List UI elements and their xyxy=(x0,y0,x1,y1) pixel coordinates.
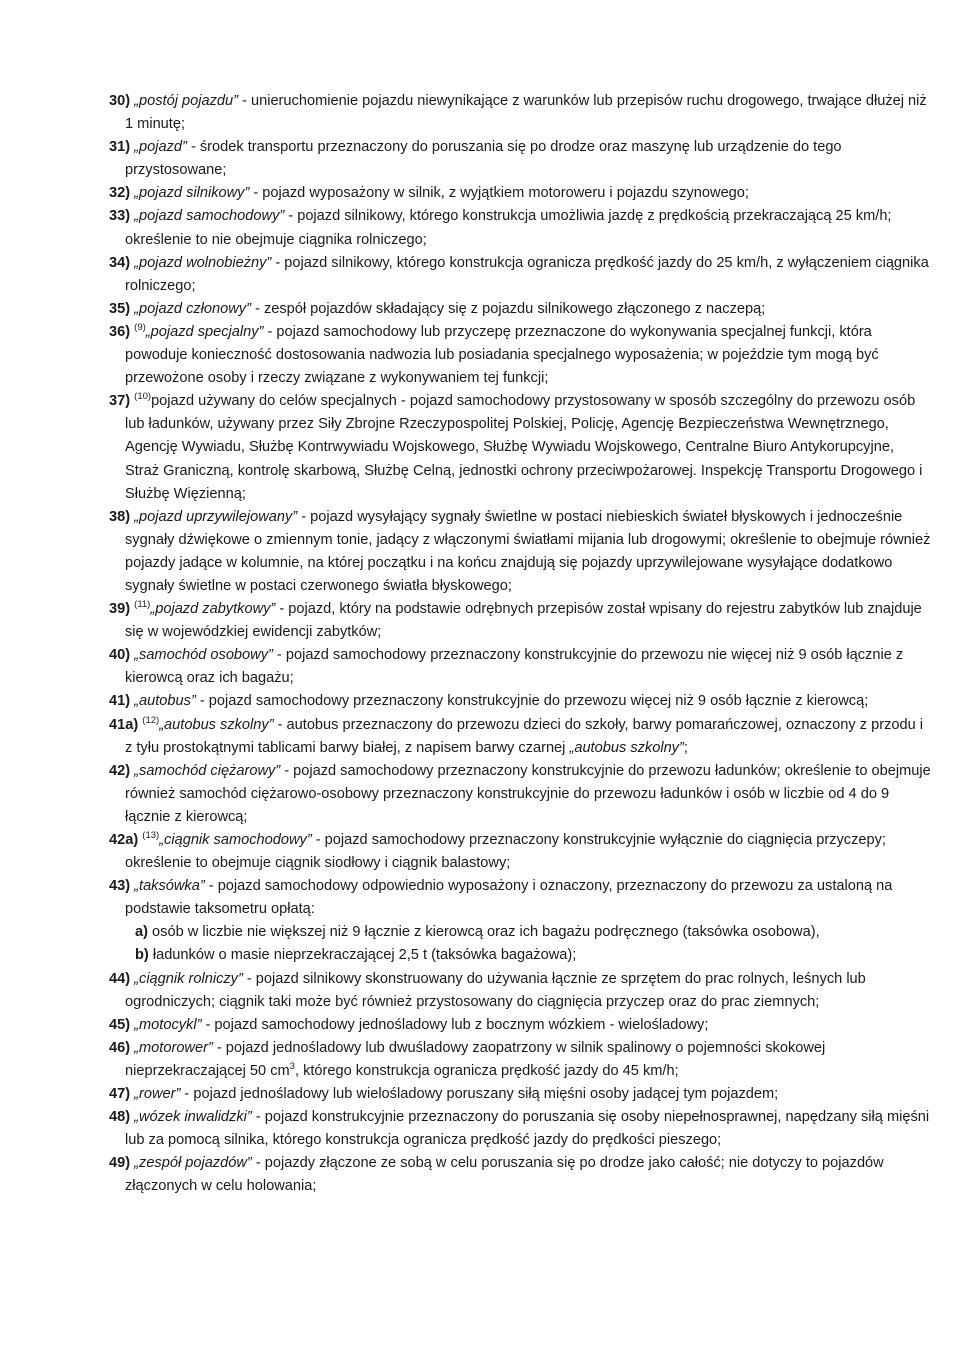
definition-text: - pojazd samochodowy przeznaczony konstrukcyjnie do przewozu więcej niż 9 osób łącznie z kierowcą; xyxy=(195,693,869,710)
definition-item xyxy=(109,252,931,298)
definition-text: - pojazd samochodowy przeznaczony konstrukcyjnie do przewozu ładunków; określenie to obejmuje również samochód ciężarowo-osobowy przeznaczony konstrukcyjnie do przewozu ładunków i osób w liczbie od 4 do 9 łącznie z kierowcą; xyxy=(125,762,931,825)
defined-term: „autobus” xyxy=(134,693,196,710)
definitions-list xyxy=(109,90,931,1199)
definition-item xyxy=(109,829,931,875)
defined-term: „postój pojazdu” xyxy=(134,93,238,109)
item-number: 37) xyxy=(109,393,131,410)
definition-item xyxy=(109,90,931,136)
definition-text: - unieruchomienie pojazdu niewynikające z warunków lub przepisów ruchu drogowego, trwające dłużej niż 1 minutę; xyxy=(125,93,927,133)
definition-text: - pojazd samochodowy lub przyczepę przeznaczone do wykonywania specjalnej funkcji, która powoduje konieczność dostosowania nadwozia lub posiadania specjalnego wyposażenia; w pojeździe tym mogą być przewożone osoby i rzeczy związane z wykonywaniem tej funkcji; xyxy=(125,323,879,387)
footnote-marker: (10) xyxy=(134,391,152,403)
defined-term: „pojazd silnikowy” xyxy=(134,185,250,202)
definition-text: ; xyxy=(683,739,688,756)
definition-text: - zespół pojazdów składający się z pojazdu silnikowego złączonego z naczepą; xyxy=(250,300,766,317)
definition-text: - pojazd silnikowy, którego konstrukcja umożliwia jazdę z prędkością przekraczającą 25 km/h; określenie to nie obejmuje ciągnika rolniczego; xyxy=(125,208,892,248)
definition-text: - pojazd wysyłający sygnały świetlne w postaci niebieskich świateł błyskowych i jednocześnie sygnały dźwiękowe o zmiennym tonie, jadący z włączonymi światłami mijania lub drogowymi; określenie to obejmuje również pojazdy jadące w kolumnie, na której początku i na końcu znajdują się pojazdy uprzywilejowane wysyłające dodatkowo sygnały świetlne w postaci czerwonego światła błyskowego; xyxy=(125,508,931,594)
item-number: 36) xyxy=(109,323,131,340)
definition-text: - pojazd silnikowy, którego konstrukcja ogranicza prędkość jazdy do 25 km/h, z wyłączeniem ciągnika rolniczego; xyxy=(125,254,929,294)
definition-item xyxy=(109,321,931,390)
definition-text: - pojazd samochodowy jednośladowy lub z bocznym wózkiem - wielośladowy; xyxy=(201,1016,709,1033)
definition-text: - pojazd silnikowy skonstruowany do używania łącznie ze sprzętem do prac rolnych, leśnych lub ogrodniczych; ciągnik taki może być również przystosowany do ciągnięcia przyczep oraz do prac ziemnych; xyxy=(125,970,866,1010)
defined-term: „pojazd” xyxy=(134,139,187,156)
definition-item xyxy=(109,298,931,321)
definition-item xyxy=(109,390,931,505)
footnote-marker: (9) xyxy=(134,321,146,333)
subitem-letter: b) xyxy=(135,947,149,964)
definition-item xyxy=(109,205,931,251)
definition-item xyxy=(109,644,931,690)
subitem-text: osób w liczbie nie większej niż 9 łącznie z kierowcą oraz ich bagażu podręcznego (taksówka osobowa), xyxy=(147,924,820,941)
defined-term: „pojazd samochodowy” xyxy=(134,208,285,225)
defined-term: „samochód osobowy” xyxy=(134,647,273,664)
defined-term: „ciągnik rolniczy” xyxy=(134,970,243,987)
defined-term: „motorower” xyxy=(134,1039,213,1056)
footnote-marker: (13) xyxy=(142,830,160,841)
defined-term: „pojazd wolnobieżny” xyxy=(134,254,272,271)
definition-item xyxy=(109,968,931,1014)
defined-term: „pojazd uprzywilejowany” xyxy=(134,508,298,525)
definition-subitem xyxy=(109,944,931,967)
definition-item xyxy=(109,1083,931,1106)
definition-item xyxy=(109,690,931,713)
defined-term: „pojazd specjalny” xyxy=(145,323,264,340)
defined-term: „autobus szkolny” xyxy=(159,716,274,733)
defined-term: „zespół pojazdów” xyxy=(134,1155,252,1172)
item-number: 34) xyxy=(109,254,131,271)
definition-text: - pojazd jednośladowy lub dwuśladowy zaopatrzony w silnik spalinowy o pojemności skokowej nieprzekraczającej 50 cm xyxy=(125,1039,826,1079)
definition-text: , którego konstrukcja ogranicza prędkość jazdy do 45 km/h; xyxy=(294,1062,679,1079)
defined-term: „motocykl” xyxy=(134,1016,202,1033)
defined-term: „autobus szkolny” xyxy=(569,739,684,756)
defined-term: „pojazd zabytkowy” xyxy=(150,601,276,618)
definition-text: - pojazd wyposażony w silnik, z wyjątkiem motoroweru i pojazdu szynowego; xyxy=(249,185,749,202)
definition-text: - pojazd samochodowy odpowiednio wyposażony i oznaczony, przeznaczony do przewozu za ustaloną na podstawie taksometru opłatą: xyxy=(125,878,893,918)
item-number: 41a) xyxy=(109,716,139,733)
item-number: 43) xyxy=(109,878,131,895)
footnote-marker: (11) xyxy=(134,599,151,611)
subitem-letter: a) xyxy=(135,924,148,941)
definition-item xyxy=(109,182,931,205)
definition-text: - pojazd samochodowy przeznaczony konstrukcyjnie do przewozu nie więcej niż 9 osób łącznie z kierowcą oraz ich bagażu; xyxy=(125,647,904,687)
defined-term: „wózek inwalidzki” xyxy=(134,1109,252,1126)
definition-text: pojazd używany do celów specjalnych - pojazd samochodowy przystosowany w sposób szczególny do przewozu osób lub ładunków, używany przez Siły Zbrojne Rzeczypospolitej Polskiej, Policję, Agencję Bezpieczeństwa Wewnętrznego, Agencję Wywiadu, Służbę Kontrwywiadu Wojskowego, Służbę Wywiadu Wojskowego, Centralne Biuro Antykorupcyjne, Straż Graniczną, kontrolę skarbową, Służbę Celną, jednostki ochrony przeciwpożarowej. Inspekcję Transportu Drogowego i Służbę Więzienną; xyxy=(125,393,923,502)
defined-term: „ciągnik samochodowy” xyxy=(159,832,312,848)
item-number: 32) xyxy=(109,185,131,202)
item-number: 35) xyxy=(109,300,131,317)
definition-text: - pojazd samochodowy przeznaczony konstrukcyjnie wyłącznie do ciągnięcia przyczepy; określenie to obejmuje ciągnik siodłowy i ciągnik balastowy; xyxy=(125,832,886,872)
definition-text: - pojazd jednośladowy lub wielośladowy poruszany siłą mięśni osoby jadącej tym pojazdem; xyxy=(180,1086,779,1103)
definition-item xyxy=(109,760,931,829)
definition-text: - pojazd konstrukcyjnie przeznaczony do poruszania się osoby niepełnosprawnej, napędzany siłą mięśni lub za pomocą silnika, którego konstrukcja ogranicza prędkość jazdy do prędkości pieszego; xyxy=(125,1109,930,1149)
definition-item xyxy=(109,875,931,921)
defined-term: „pojazd członowy” xyxy=(134,300,251,317)
definition-item xyxy=(109,136,931,182)
definition-item xyxy=(109,1037,931,1083)
definition-text: - autobus przeznaczony do przewozu dzieci do szkoły, barwy pomarańczowej, oznaczony z przodu i z tyłu prostokątnymi tablicami barwy białej, z napisem barwy czarnej xyxy=(125,716,924,756)
item-number: 31) xyxy=(109,139,131,156)
item-number: 45) xyxy=(109,1016,131,1033)
definition-item xyxy=(109,506,931,598)
definition-item xyxy=(109,598,931,644)
item-number: 38) xyxy=(109,508,131,525)
item-number: 46) xyxy=(109,1039,131,1056)
defined-term: „taksówka” xyxy=(134,878,205,895)
definition-text: - środek transportu przeznaczony do poruszania się po drodze oraz maszynę lub urządzenie do tego przystosowane; xyxy=(125,139,842,179)
definition-item xyxy=(109,1106,931,1152)
subitem-text: ładunków o masie nieprzekraczającej 2,5 t (taksówka bagażowa); xyxy=(148,947,577,964)
defined-term: „rower” xyxy=(134,1086,181,1103)
definition-text: - pojazdy złączone ze sobą w celu poruszania się po drodze jako całość; nie dotyczy to pojazdów złączonych w celu holowania; xyxy=(125,1155,884,1195)
definition-item xyxy=(109,1152,931,1198)
item-number: 47) xyxy=(109,1086,131,1103)
defined-term: „samochód ciężarowy” xyxy=(134,762,281,779)
definition-text: - pojazd, który na podstawie odrębnych przepisów został wpisany do rejestru zabytków lub znajduje się w wojewódzkiej ewidencji zabytków; xyxy=(125,601,922,641)
item-number: 40) xyxy=(109,647,131,664)
item-number: 30) xyxy=(109,93,131,109)
item-number: 33) xyxy=(109,208,131,225)
item-number: 49) xyxy=(109,1155,131,1172)
item-number: 42a) xyxy=(109,832,139,848)
item-number: 42) xyxy=(109,762,131,779)
item-number: 48) xyxy=(109,1109,131,1126)
definition-subitem xyxy=(109,921,931,944)
definition-item xyxy=(109,1014,931,1037)
item-number: 44) xyxy=(109,970,131,987)
footnote-marker: (12) xyxy=(142,714,160,726)
item-number: 39) xyxy=(109,601,131,618)
item-number: 41) xyxy=(109,693,131,710)
superscript: 3 xyxy=(289,1060,295,1072)
definition-item xyxy=(109,714,931,760)
